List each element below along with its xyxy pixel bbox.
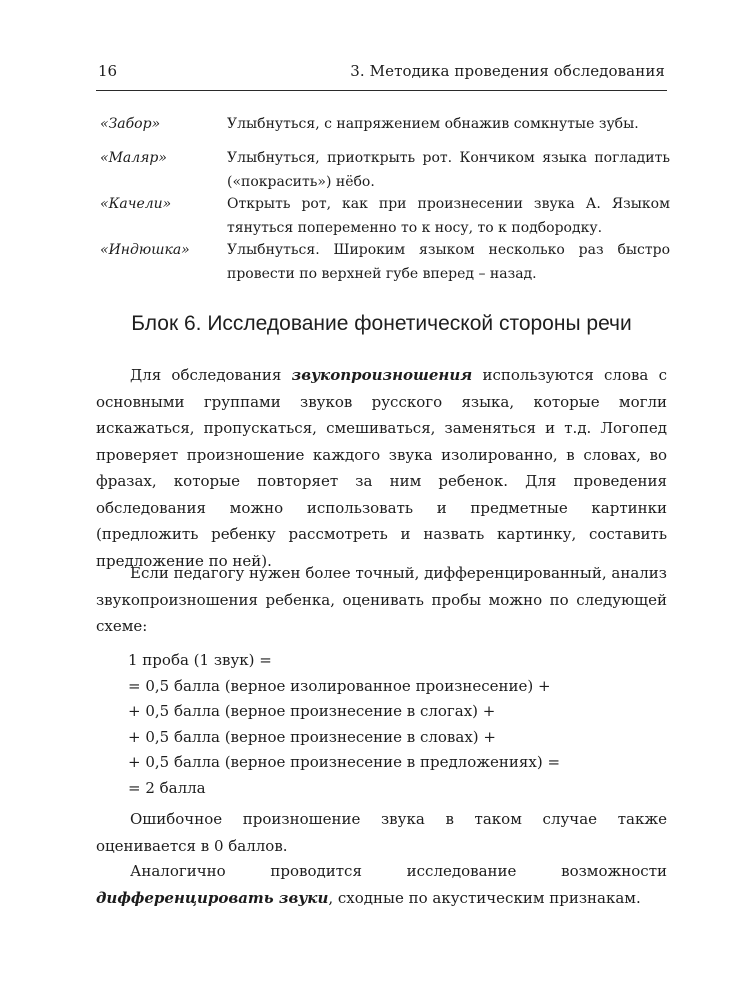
scoring-formula xyxy=(128,648,628,801)
formula-line: + 0,5 балла (верное произнесение в предложениях) = xyxy=(128,753,561,771)
exercise-name: «Индюшка» xyxy=(100,242,190,258)
paragraph-scoring-intro xyxy=(96,560,667,640)
emphasized-term: дифференцировать звуки xyxy=(96,888,329,907)
paragraph-text: Ошибочное произношение звука в таком случае также оценивается в 0 баллов. xyxy=(96,810,667,855)
paragraph-text: Аналогично проводится исследование возможности xyxy=(130,862,667,880)
paragraph-sound-pronunciation xyxy=(96,362,667,574)
paragraph-text: используются слова с основными группами звуков русского языка, которые могли искажаться, пропускаться, смешиваться, заменяться и т.д. Логопед проверяет произношение каждого звука изолированно, в словах, во фразах, которые повторяет за ним ребенок. Для проведения обследования можно использовать и предметные картинки (предложить ребенку рассмотреть и назвать картинку, составить предложение по ней). xyxy=(96,366,668,570)
exercise-name: «Забор» xyxy=(100,116,161,132)
exercise-description: Улыбнуться, с напряжением обнажив сомкнутые зубы. xyxy=(227,116,639,132)
exercise-description: Открыть рот, как при произнесении звука А. Языком тянуться попеременно то к носу, то к подбородку. xyxy=(227,196,670,236)
exercise-description: Улыбнуться. Широким языком несколько раз быстро провести по верхней губе вперед – назад. xyxy=(227,242,670,282)
paragraph-text: Если педагогу нужен более точный, дифференцированный, анализ звукопроизношения ребенка, оценивать пробы можно по следующей схеме: xyxy=(96,564,667,635)
exercise-row xyxy=(100,146,670,194)
exercise-name: «Маляр» xyxy=(100,150,167,166)
exercise-row xyxy=(100,192,670,240)
formula-line: = 2 балла xyxy=(128,778,206,797)
formula-line: = 0,5 балла (верное изолированное произнесение) + xyxy=(128,676,551,695)
paragraph-differentiation xyxy=(96,858,667,911)
section-heading: Блок 6. Исследование фонетической стороны речи xyxy=(131,312,632,335)
exercise-row xyxy=(100,238,670,286)
page-header xyxy=(96,56,667,91)
paragraph-error-scoring xyxy=(96,806,667,859)
exercise-description: Улыбнуться, приоткрыть рот. Кончиком языка погладить («покрасить») нёбо. xyxy=(227,150,670,190)
page-number: 16 xyxy=(98,62,118,80)
formula-line: 1 проба (1 звук) = xyxy=(128,651,272,669)
paragraph-text: , сходные по акустическим признакам. xyxy=(328,888,641,907)
exercise-row xyxy=(100,112,670,136)
formula-line: + 0,5 балла (верное произнесение в слогах) + xyxy=(128,702,496,720)
running-title: 3. Методика проведения обследования xyxy=(350,62,665,80)
formula-line: + 0,5 балла (верное произнесение в словах) + xyxy=(128,727,496,746)
emphasized-term: звукопроизношения xyxy=(291,366,473,384)
paragraph-text: Для обследования xyxy=(130,366,292,384)
exercise-name: «Качели» xyxy=(100,196,172,212)
